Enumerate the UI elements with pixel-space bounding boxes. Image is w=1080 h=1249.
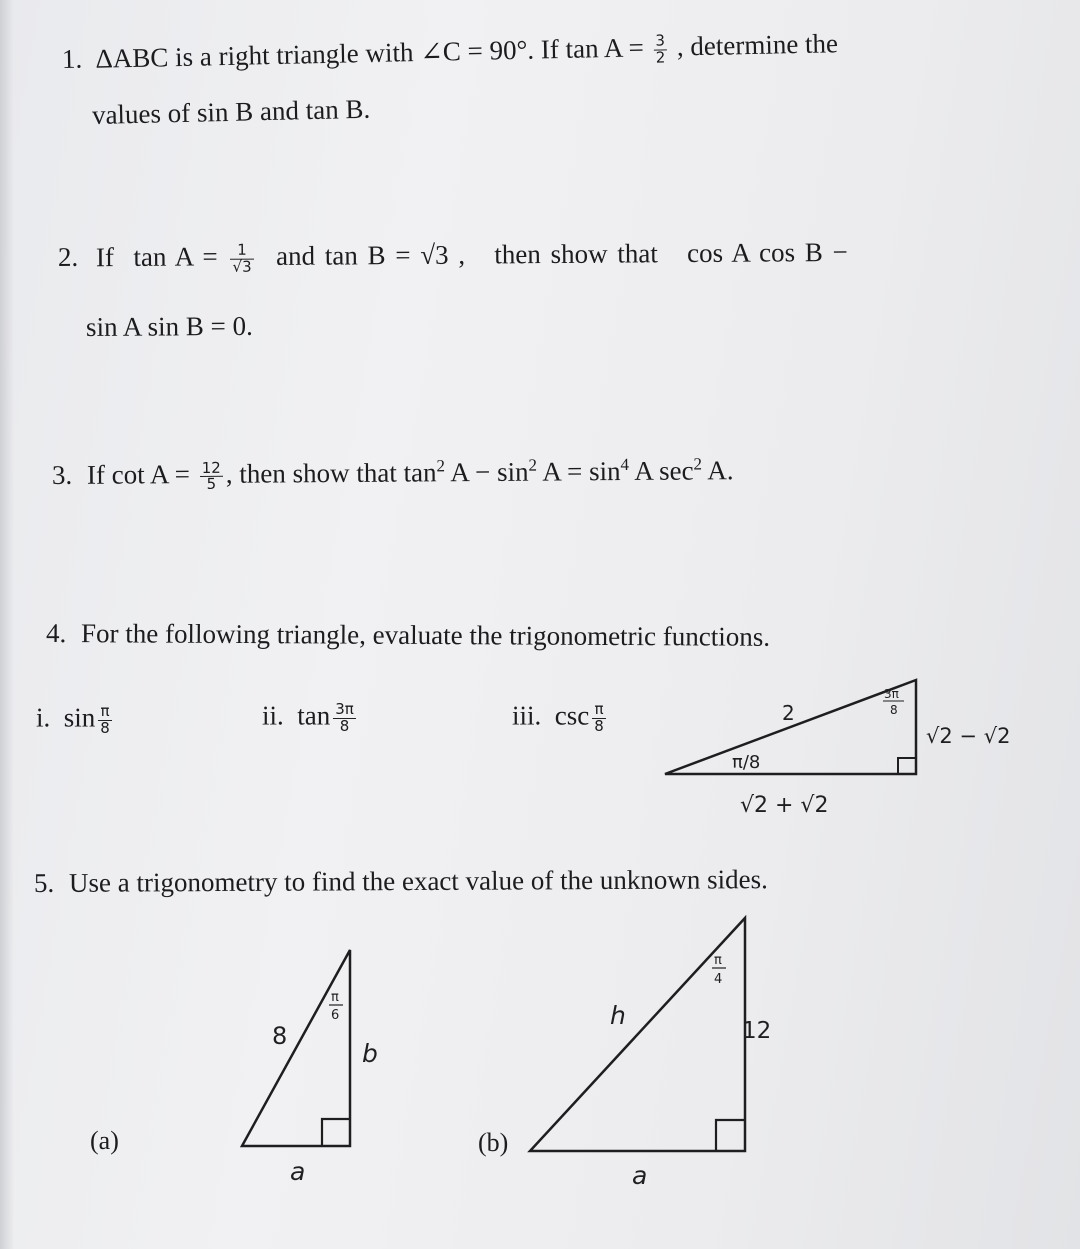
triangle-a-shape <box>242 950 350 1146</box>
problem-3-a-sec: A sec <box>634 455 694 486</box>
problem-2-tan-b: and tan B = √3 , <box>275 239 466 271</box>
triangle-4-top-angle-num: 3π <box>884 687 899 701</box>
problem-2-then-show: then show that <box>494 238 658 270</box>
problem-3-a-eq-sin: A = sin <box>542 456 621 487</box>
problem-3-exp-2: 2 <box>528 455 538 475</box>
triangle-4-right-angle-mark <box>898 758 916 774</box>
triangle-4-shape <box>665 680 916 774</box>
problem-5b-label: (b) <box>478 1128 509 1157</box>
problem-2-identity: sin A sin B = 0. <box>85 310 253 342</box>
triangle-4-left-angle-label: π/8 <box>732 752 761 773</box>
item-2-angle: $\frac{3\pi}{8}$ <box>335 700 354 735</box>
item-3-roman: iii. <box>512 700 542 731</box>
problem-2-fraction: $\frac{1}{√3}$ <box>230 243 253 276</box>
triangle-b-angle-den: 4 <box>714 972 723 987</box>
triangle-b-angle-num: π <box>714 953 722 968</box>
page-edge-shadow <box>0 0 14 1249</box>
problem-3-a-end: A. <box>707 455 734 486</box>
triangle-4-top-angle-den: 8 <box>890 703 898 717</box>
problem-3-exp-4: 4 <box>620 454 630 475</box>
problem-5a-label: (a) <box>90 1126 119 1155</box>
problem-3-exp-1: 2 <box>436 456 446 476</box>
problem-2-tan-a: tan A = <box>133 241 218 272</box>
problem-3-fraction: $\frac{12}{5}$ <box>200 460 223 493</box>
problem-1-fraction: $\frac{3}{2}$ <box>655 31 666 67</box>
triangle-a-hypotenuse-label: 8 <box>272 1022 288 1050</box>
triangle-4-right-side-label: √2 − √2 <box>926 724 1011 748</box>
triangle-b-hypotenuse-label: h <box>610 1001 626 1030</box>
triangle-b-right-side-label: 12 <box>742 1018 772 1044</box>
problem-1-line-1 <box>62 30 839 79</box>
problem-4-instruction: For the following triangle, evaluate the trigonometric functions. <box>80 618 771 652</box>
problem-4-item-1 <box>36 704 115 737</box>
triangle-4-hypotenuse-label: 2 <box>782 701 795 725</box>
item-1-angle: $\frac{\pi}{8}$ <box>100 702 110 737</box>
problem-4-item-2 <box>262 702 359 735</box>
item-1-roman: i. <box>36 702 51 733</box>
triangle-b-bottom-side-label: a <box>632 1161 648 1190</box>
problem-2-expression: cos A cos B − <box>686 236 848 269</box>
item-2-roman: ii. <box>262 700 284 731</box>
triangle-a-right-angle-mark <box>322 1119 350 1146</box>
item-2-function: tan <box>297 700 331 731</box>
triangle-b-right-angle-mark <box>716 1120 745 1151</box>
problem-4-item-3 <box>512 702 609 735</box>
problem-2-number: 2. <box>57 242 79 273</box>
problem-4-line <box>46 620 770 651</box>
item-3-function: csc <box>554 700 590 731</box>
problem-5-line <box>34 866 768 897</box>
problem-1-text-b: , determine the <box>676 28 839 62</box>
problem-3-exp-3: 2 <box>693 454 703 474</box>
triangle-a-angle-den: 6 <box>331 1008 340 1023</box>
problem-1-question: values of sin B and tan B. <box>91 93 371 130</box>
item-3-angle: $\frac{\pi}{8}$ <box>594 700 604 735</box>
problem-4-number: 4. <box>45 618 67 649</box>
item-1-function: sin <box>63 702 96 733</box>
problem-1-number: 1. <box>61 44 83 75</box>
triangle-b-shape <box>530 918 745 1151</box>
problem-3-number: 3. <box>51 459 73 490</box>
problem-2-if: If <box>95 242 115 273</box>
problem-5-number: 5. <box>33 867 55 898</box>
problem-2-line-1 <box>58 238 848 276</box>
problem-3-if-cot: If cot A = <box>86 459 191 490</box>
problem-1-text-a: ΔABC is a right triangle with ∠C = 90°. If tan A = <box>95 32 645 74</box>
problem-2-line-2 <box>85 310 253 342</box>
problem-3-then-show: , then show that tan <box>225 457 437 489</box>
triangle-a-bottom-side-label: a <box>290 1157 306 1186</box>
triangle-a-angle-num: π <box>331 990 339 1005</box>
problem-5-instruction: Use a trigonometry to find the exact value of the unknown sides. <box>68 864 768 898</box>
problem-1-line-2 <box>91 93 371 130</box>
triangle-4-bottom-side-label: √2 + √2 <box>740 793 829 818</box>
triangle-a-right-side-label: b <box>362 1039 378 1068</box>
problem-3-a-minus-sin: A − sin <box>450 456 529 488</box>
problem-3-line <box>52 455 734 494</box>
